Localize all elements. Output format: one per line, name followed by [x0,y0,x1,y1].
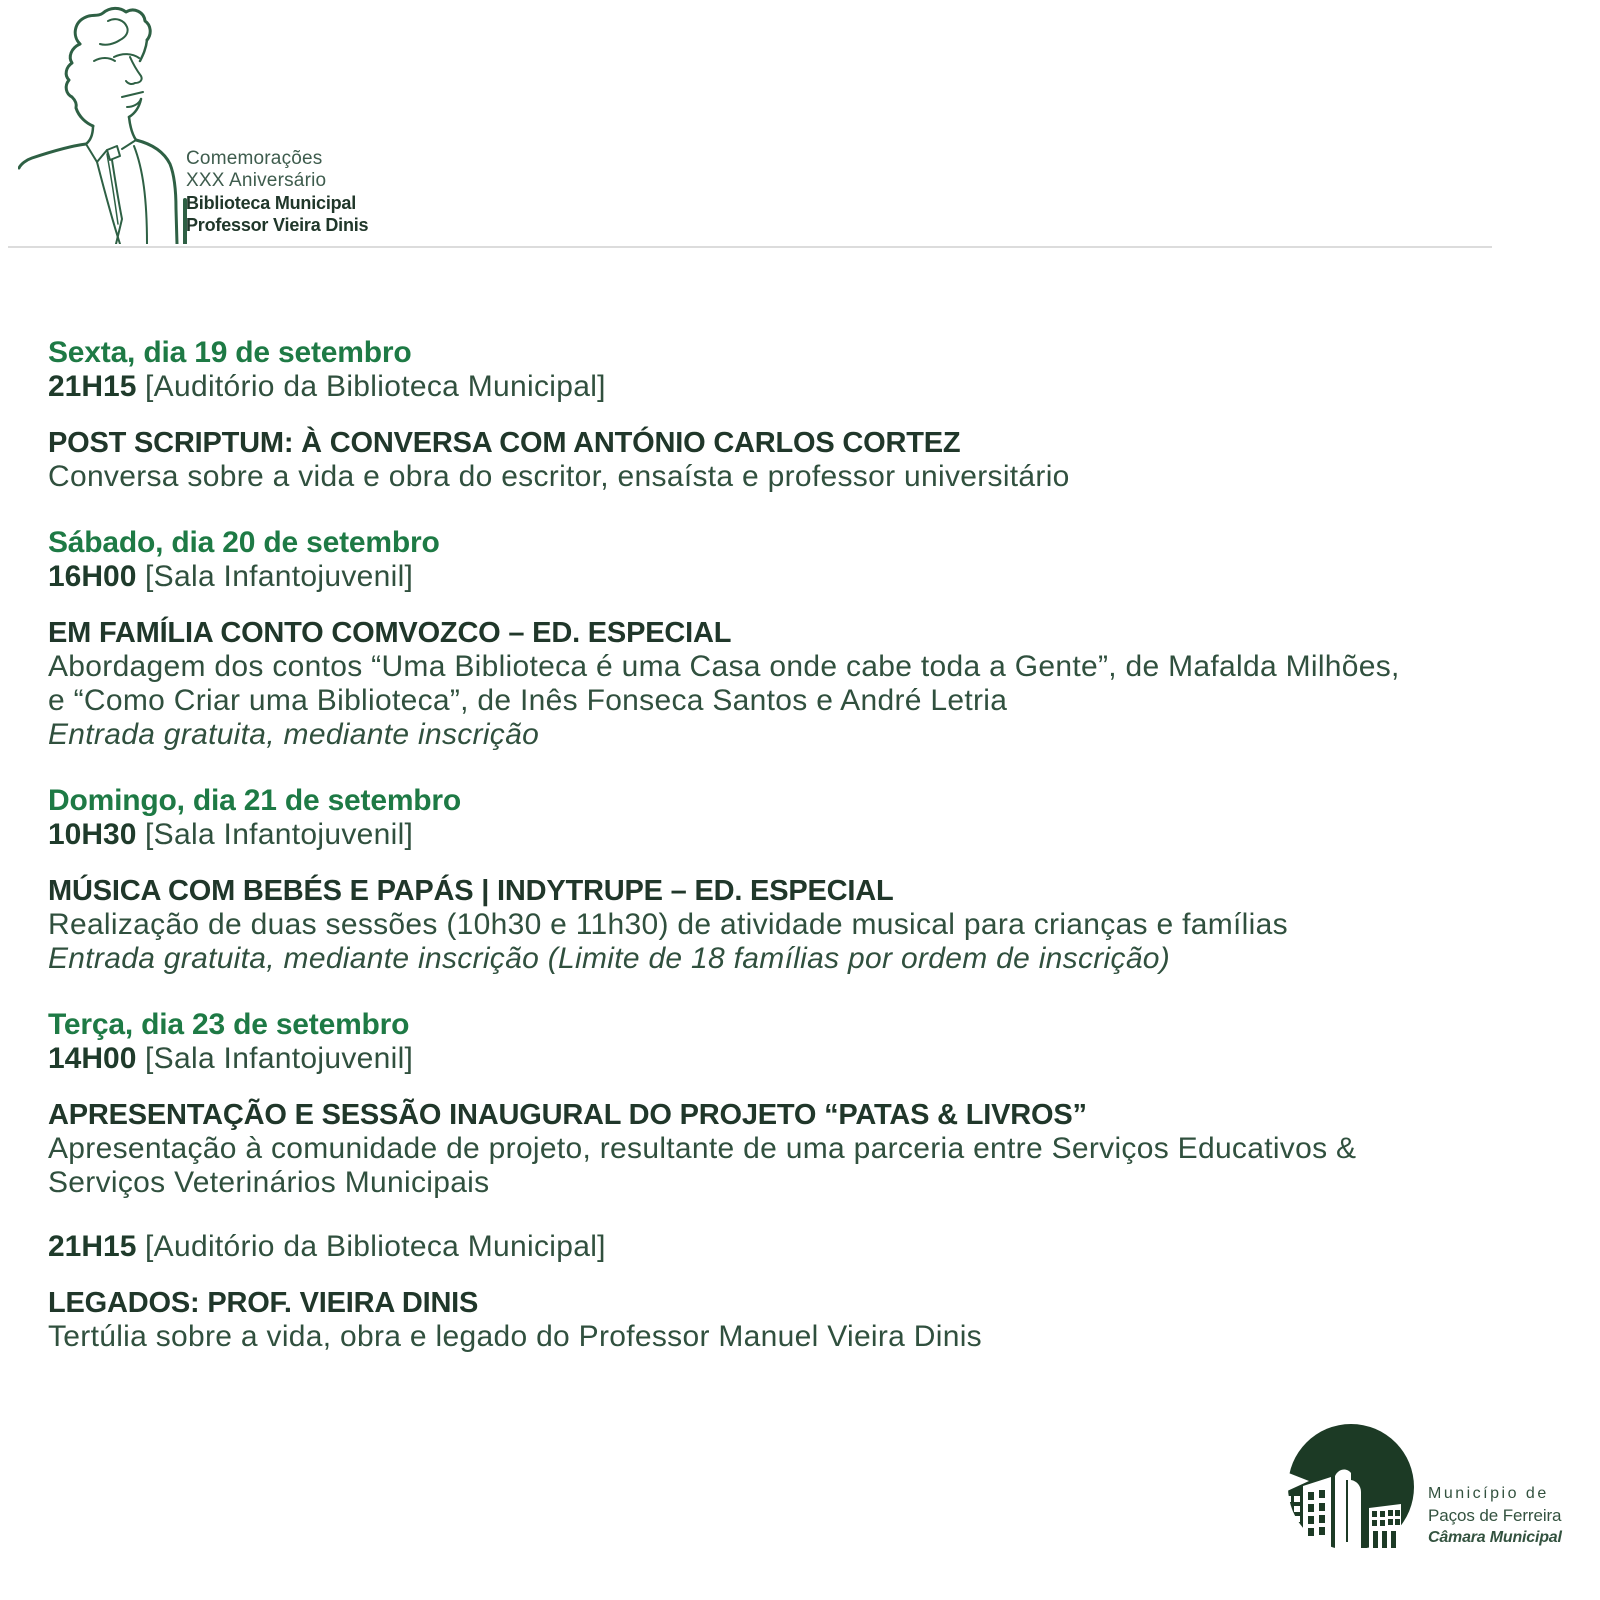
session-time: 16H00 [48,560,137,593]
event-description-line: Apresentação à comunidade de projeto, resultante de uma parceria entre Serviços Educativos & [48,1132,1357,1165]
brand-line-aniversario: XXX Aniversário [186,170,327,191]
event-description-line: Conversa sobre a vida e obra do escritor, ensaísta e professor universitário [48,460,1070,493]
session-time-location [48,370,1568,404]
session-location: [Sala Infantojuvenil] [145,560,414,593]
municipality-text-block [1428,1483,1562,1549]
session-time: 10H30 [48,818,137,851]
event-title: LEGADOS: PROF. VIEIRA DINIS [48,1287,479,1319]
brand-line-comemoracoes: Comemorações [186,148,323,169]
brand-text-block [186,148,368,236]
session-location: [Sala Infantojuvenil] [145,818,414,851]
event-session [48,1042,1568,1200]
event-note: Entrada gratuita, mediante inscrição (Limite de 18 famílias por ordem de inscrição) [48,942,1171,975]
session-time: 21H15 [48,1230,137,1263]
session-time-location [48,560,1568,594]
event-date: Sábado, dia 20 de setembro [48,526,440,559]
event-session [48,370,1568,494]
session-time-location [48,1230,1568,1264]
municipality-line-municipio: Município de [1428,1485,1549,1502]
session-time: 21H15 [48,370,137,403]
brand-line-biblioteca: Biblioteca Municipal [186,193,357,213]
event-description-line: e “Como Criar uma Biblioteca”, de Inês Fonseca Santos e André Letria [48,684,1008,717]
session-location: [Auditório da Biblioteca Municipal] [145,1230,606,1263]
event-description-line: Abordagem dos contos “Uma Biblioteca é uma Casa onde cabe toda a Gente”, de Mafalda Milhões, [48,650,1400,683]
town-hall-building-icon [1275,1424,1425,1557]
event-block [48,784,1568,976]
municipality-line-camara: Câmara Municipal [1428,1529,1562,1546]
event-note: Entrada gratuita, mediante inscrição [48,718,540,751]
event-title: MÚSICA COM BEBÉS E PAPÁS | INDYTRUPE – ED. ESPECIAL [48,875,894,907]
event-block [48,526,1568,752]
event-session [48,818,1568,976]
event-block [48,336,1568,494]
programme [48,336,1568,1354]
event-block [48,1008,1568,1354]
event-session [48,560,1568,752]
event-description-line: Serviços Veterinários Municipais [48,1166,490,1199]
session-time-location [48,1042,1568,1076]
portrait-line-drawing-icon [18,4,190,244]
session-location: [Auditório da Biblioteca Municipal] [145,370,606,403]
municipality-line-pacos: Paços de Ferreira [1428,1506,1562,1525]
session-time-location [48,818,1568,852]
event-session [48,1230,1568,1354]
event-title: EM FAMÍLIA CONTO COMVOZCO – ED. ESPECIAL [48,617,732,649]
brand-line-professor: Professor Vieira Dinis [186,215,369,235]
event-title: POST SCRIPTUM: À CONVERSA COM ANTÓNIO CARLOS CORTEZ [48,427,961,459]
event-title: APRESENTAÇÃO E SESSÃO INAUGURAL DO PROJETO “PATAS & LIVROS” [48,1099,1087,1131]
event-description-line: Realização de duas sessões (10h30 e 11h30) de atividade musical para crianças e famílias [48,908,1288,941]
event-date: Domingo, dia 21 de setembro [48,784,462,817]
event-description-line: Tertúlia sobre a vida, obra e legado do Professor Manuel Vieira Dinis [48,1320,982,1353]
event-date: Terça, dia 23 de setembro [48,1008,410,1041]
event-date: Sexta, dia 19 de setembro [48,336,412,369]
header-divider [8,246,1492,248]
session-time: 14H00 [48,1042,137,1075]
session-location: [Sala Infantojuvenil] [145,1042,414,1075]
